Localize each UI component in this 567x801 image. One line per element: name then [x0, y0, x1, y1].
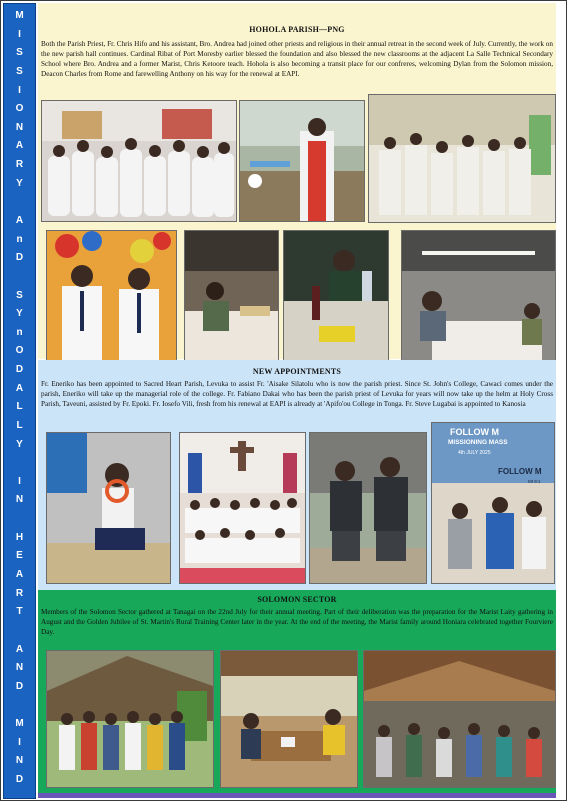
- banner-letter: Y: [16, 178, 23, 189]
- appointments-body: Fr. Eneriko has been appointed to Sacred Heart Parish, Levuka to assist Fr. 'Aisake Silatolu who is now the parish priest. Since St. John's College, Cawaci comes under the parish, Eneriko will take up the managerial role of the college. Fr. Fabiano Dakai who has been the parish priest of Levuka for years will now take up the helm at Holy Cross Parish, Taveuni, assisted by Fr. Epoki. Fr. Iosefo Vili, fresh from his renewal at EAPI is already at 'Apifo'ou College in Tonga. Fr. Steve Lugabai is appointed to Kanosia: [41, 380, 553, 408]
- banner-letter: n: [16, 327, 23, 338]
- photo-dining-hall: [401, 230, 556, 361]
- photo-cardinal-blessing: [239, 100, 365, 222]
- banner-letter: D: [15, 774, 24, 785]
- banner-letter: A: [15, 383, 24, 394]
- sign-line-3: 4th JULY 2025: [458, 450, 491, 456]
- banner-letter: A: [15, 644, 24, 655]
- banner-letter: A: [15, 215, 24, 226]
- sign-line-5: Mt 9:1: [528, 479, 541, 484]
- banner-letter: R: [15, 588, 24, 599]
- banner-letter: O: [15, 103, 24, 114]
- photo-dinner-table: [184, 230, 279, 361]
- photo-priests-retreat: [368, 94, 556, 223]
- banner-letter: S: [16, 47, 23, 58]
- banner-letter: M: [15, 10, 24, 21]
- banner-letter: H: [15, 532, 24, 543]
- photo-man-seated-mat: [46, 432, 171, 584]
- hohola-title: HOHOLA PARISH—PNG: [249, 25, 345, 34]
- photo-parish-congregation: [179, 432, 306, 584]
- banner-letter: A: [15, 140, 24, 151]
- solomon-title: SOLOMON SECTOR: [257, 595, 337, 604]
- appointments-section: [38, 360, 556, 590]
- sign-line-2: MISSIONING MASS: [448, 439, 508, 446]
- bottom-strip: [38, 793, 556, 798]
- banner-letter: S: [16, 290, 23, 301]
- banner-letter: Y: [16, 308, 23, 319]
- banner-letter: O: [15, 345, 24, 356]
- banner-letter: N: [15, 662, 24, 673]
- photo-solomon-group: [46, 650, 214, 788]
- side-banner: [3, 3, 36, 799]
- photo-two-men-balloons: [46, 230, 177, 361]
- banner-letter: D: [15, 364, 24, 375]
- banner-letter: L: [16, 401, 23, 412]
- banner-letter: Y: [16, 439, 23, 450]
- banner-letter: E: [16, 550, 23, 561]
- photo-two-men-standing: [309, 432, 427, 584]
- banner-letter: N: [15, 494, 24, 505]
- banner-letter: n: [16, 234, 23, 245]
- solomon-body: Members of the Solomon Sector gathered at Tanagai on the 22nd July for their annual meeting. Part of their deliberation was the preparation for the Marist Laity gathering in August and the Golden Jubilee of St. Martin's Rural Training Center later in the year. At the end of the meeting, the Marist family around Honiara celebrated together Fourviere Day.: [41, 608, 553, 636]
- banner-letter: D: [15, 252, 24, 263]
- photo-fourviere-day: [363, 650, 556, 788]
- banner-letter: I: [18, 29, 21, 40]
- banner-letter: T: [16, 606, 23, 617]
- banner-letter: L: [16, 420, 23, 431]
- photo-meeting-table: [220, 650, 358, 788]
- banner-letter: D: [15, 681, 24, 692]
- photo-school-group: [41, 100, 237, 222]
- hohola-section: [38, 3, 556, 359]
- sign-line-1: FOLLOW M: [450, 427, 499, 437]
- banner-letter: A: [15, 569, 24, 580]
- banner-letter: N: [15, 122, 24, 133]
- banner-letter: N: [15, 755, 24, 766]
- photo-missioning-mass: [431, 422, 555, 584]
- solomon-section: [38, 590, 556, 793]
- banner-letter: R: [15, 159, 24, 170]
- banner-letter: S: [16, 66, 23, 77]
- hohola-body: Both the Parish Priest, Fr. Chris Hifo and his assistant, Bro. Andrea had joined other priests and religious in their annual retreat in the second week of July. Currently, the work on the new parish hall continues. Cardinal Ribat of Port Moresby earlier blessed the foundation and also blessed the new classrooms at the adjacent La Salle Technical Secondary School where Bro. Andrea and a former Marist, Chris Ketoore teach. Hohola is also becoming a transit place for our confreres, welcoming Dylan from the Solomon mission, Deacon Charles from Rome and farewelling Anthony on his way for the renewal at EAPI.: [41, 40, 553, 78]
- photo-man-with-wine: [283, 230, 389, 361]
- banner-letter: I: [18, 85, 21, 96]
- banner-letter: I: [18, 476, 21, 487]
- sign-line-4: FOLLOW M: [498, 467, 542, 476]
- banner-letter: M: [15, 718, 24, 729]
- banner-letter: I: [18, 737, 21, 748]
- appointments-title: NEW APPOINTMENTS: [252, 367, 342, 376]
